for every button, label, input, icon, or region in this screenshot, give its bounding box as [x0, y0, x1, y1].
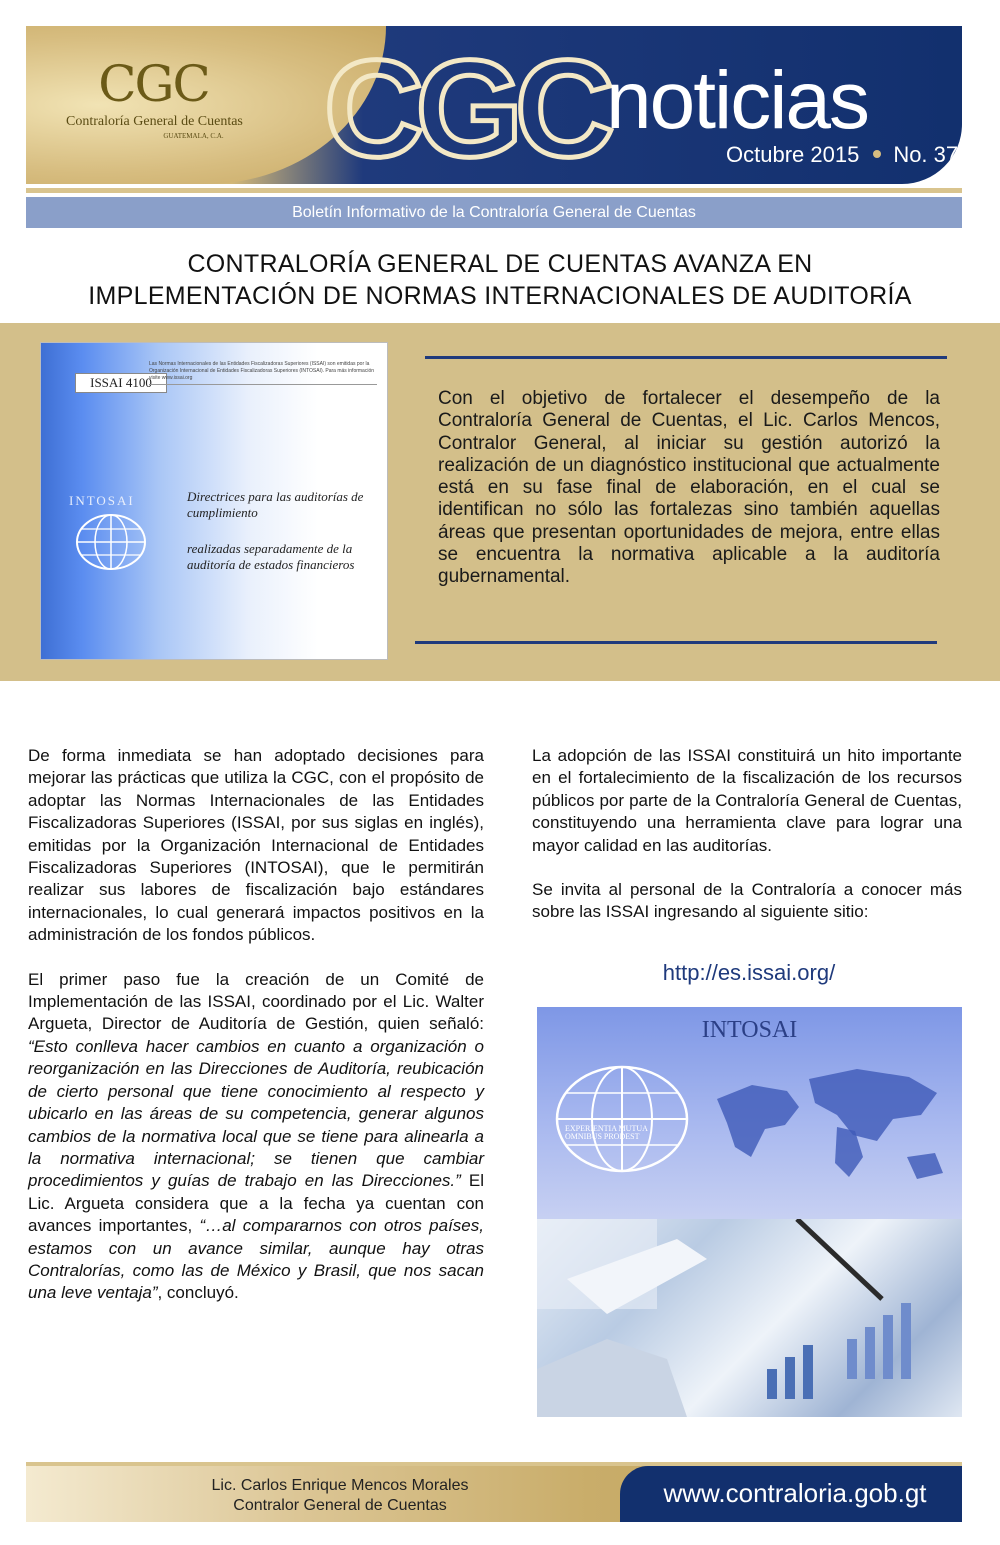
- p2-middle: El Lic. Argueta considera que a la fecha ya cuentan con avances importantes,: [28, 1171, 484, 1236]
- right-column: [532, 745, 962, 946]
- intro-paragraph: Con el objetivo de fortalecer el desempeño de la Contraloría General de Cuentas, el Lic. Carlos Mencos, Contralor General, al iniciar su gestión autorizó la realización de un diagnóstico institucional que actualmente está en su fase final de elaboración, en el cual se identifican no sólo las fortalezas sino también aquellas áreas que presentan oportunidades de mejora, entre ellas se encuentra la normativa aplicable a la auditoría gubernamental.: [438, 388, 940, 588]
- left-column: [28, 745, 484, 1327]
- issai-website-link[interactable]: http://es.issai.org/: [662, 960, 836, 985]
- logo-letters: CGC: [98, 55, 209, 113]
- intosai-collage-image: [537, 1007, 962, 1417]
- headline-line-1: CONTRALORÍA GENERAL DE CUENTAS AVANZA EN: [187, 250, 813, 278]
- intro-top-rule: [425, 356, 947, 359]
- intosai-banner: [537, 1007, 962, 1219]
- issai-code-label: ISSAI 4100: [75, 373, 167, 393]
- logo-name: Contraloría General de Cuentas: [66, 114, 243, 129]
- brand-cgc: CGC: [324, 32, 607, 184]
- right-paragraph-1: La adopción de las ISSAI constituirá un hito importante en el fortalecimiento de la fiscalización de los recursos públicos por parte de la Contraloría General de Cuentas, constituyendo una herramienta clave para lograr una mayor calidad en las auditorías.: [532, 746, 962, 855]
- right-paragraph-2: Se invita al personal de la Contraloría a conocer más sobre las ISSAI ingresando al siguiente sitio:: [532, 880, 962, 922]
- intosai-emblem-icon: [537, 1007, 962, 1219]
- issai-document-cover: [40, 342, 388, 660]
- intosai-globe-icon: [71, 511, 151, 573]
- motto-line-2: OMNIBUS PRODEST: [565, 1132, 640, 1141]
- bullet-icon: [873, 150, 881, 158]
- masthead: [26, 26, 962, 184]
- footer-contralor-role: Contralor General de Cuentas: [233, 1497, 447, 1514]
- issai-small-note: Las Normas Internacionales de las Entidades Fiscalizadoras Superiores (ISSAI) son emitidas por la Organización Internacional de Entidades Fiscalizadoras Superiores (INTOSAI). Para más información visite www.issai.org: [149, 361, 377, 385]
- cgc-logo: [66, 55, 243, 178]
- gold-divider: [26, 188, 962, 193]
- p2-intro: El primer paso fue la creación de un Comité de Implementación de las ISSAI, coordinado por el Lic. Walter Argueta, Director de Auditoría de Gestión, quien señaló:: [28, 969, 484, 1034]
- footer-website-link[interactable]: www.contraloria.gob.gt: [663, 1478, 927, 1508]
- intro-bottom-rule: [415, 641, 937, 644]
- issue-info: [726, 142, 958, 168]
- business-charts-photo: [537, 1219, 962, 1417]
- headline-line-2: IMPLEMENTACIÓN DE NORMAS INTERNACIONALES DE AUDITORÍA: [88, 282, 912, 310]
- issue-date: Octubre 2015: [726, 142, 860, 167]
- collage-intosai-label: INTOSAI: [701, 1017, 798, 1043]
- motto-line-1: EXPERIENTIA MUTUA: [565, 1124, 648, 1133]
- issai-title-part-2: realizadas separadamente de la auditoría de estados financieros: [187, 541, 355, 572]
- issai-title-part-1: Directrices para las auditorías de cumplimiento: [187, 489, 364, 520]
- bar-chart-illustration-icon: [537, 1219, 962, 1417]
- bulletin-subtitle: Boletín Informativo de la Contraloría General de Cuentas: [292, 204, 696, 221]
- logo-country: GUATEMALA, C.A.: [163, 132, 224, 140]
- footer-contralor-name: Lic. Carlos Enrique Mencos Morales: [211, 1477, 469, 1494]
- subtitle-bar: [26, 197, 962, 228]
- argueta-quote-1: “Esto conlleva hacer cambios en cuanto a organización o reorganización en las Direcciones de Auditoría, reubicación de cierto personal que tiene conocimiento al respecto y ubicarlo en las áreas de su competencia, generar algunos cambios de la normativa local que se tiene para alinearla a la normativa internacional; se tienen que cambiar procedimientos y guías de trabajo en las Direcciones.”: [28, 1036, 484, 1191]
- intosai-label: INTOSAI: [69, 493, 135, 508]
- argueta-quote-2: “…al compararnos con otros países, estamos con un avance similar, aunque hay otras Contralorías, como las de México y Brasil, que nos sacan una leve ventaja”: [28, 1216, 484, 1303]
- headline: [20, 248, 980, 312]
- left-paragraph-1: De forma inmediata se han adoptado decisiones para mejorar las prácticas que utiliza la CGC, con el propósito de adoptar las Normas Internacionales de las Entidades Fiscalizadoras Superiores (ISSAI, por sus siglas en inglés), emitidas por la Organización Internacional de Entidades Fiscalizadoras Superiores (INTOSAI), que le permitirán realizar sus labores de fiscalización bajo estándares internacionales, lo cual generará impactos positivos en la administración de los fondos públicos.: [28, 746, 484, 945]
- p2-end: , concluyó.: [157, 1283, 239, 1303]
- issue-number: No. 37: [893, 142, 959, 167]
- brand-noticias: noticias: [606, 55, 869, 146]
- left-paragraph-2: [28, 969, 484, 1305]
